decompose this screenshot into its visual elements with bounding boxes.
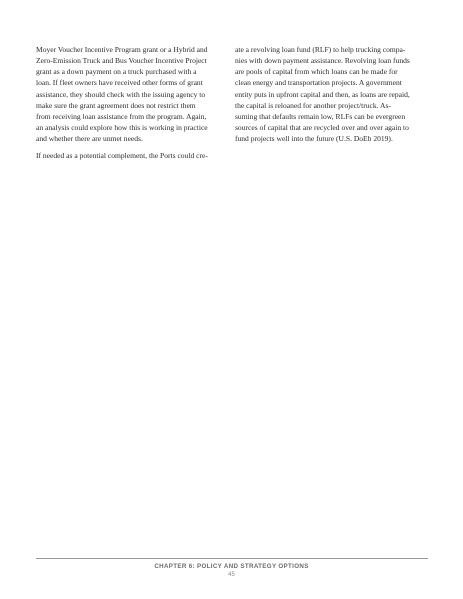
left-paragraph-1 <box>36 44 233 144</box>
chapter-title: CHAPTER 6: POLICY AND STRATEGY OPTIONS <box>154 563 309 570</box>
right-paragraph-1 <box>235 44 432 144</box>
text-line: Zero-Emission Truck and Bus Voucher Incentive Project <box>36 56 207 66</box>
text-line: fund projects well into the future (U.S. DoEb 2019). <box>235 134 393 144</box>
text-line: suming that defaults remain low, RLFs can be evergreen <box>235 111 406 121</box>
text-line: from receiving loan assistance from the program. Again, <box>36 111 207 121</box>
text-line: and whether there are unmet needs. <box>36 134 143 144</box>
left-column <box>36 44 233 162</box>
text-line: If needed as a potential complement, the Ports could cre- <box>36 151 208 161</box>
text-line: assistance, they should check with the issuing agency to <box>36 89 206 99</box>
text-line: loan. If fleet owners have received other forms of grant <box>36 78 203 88</box>
text-line: Moyer Voucher Incentive Program grant or a Hybrid and <box>36 45 208 54</box>
right-column <box>235 44 432 144</box>
text-line: are pools of capital from which loans can be made for <box>235 67 398 77</box>
text-line: the capital is reloaned for another project/truck. As- <box>235 100 391 110</box>
text-line: entity puts in upfront capital and then, as loans are repaid, <box>235 89 410 99</box>
text-line: make sure the grant agreement does not restrict them <box>36 100 196 110</box>
page-number: 45 <box>228 572 235 578</box>
text-line: clean energy and transportation projects. A government <box>235 78 402 88</box>
text-line: an analysis could explore how this is working in practice <box>36 123 208 133</box>
text-line: grant as a down payment on a truck purchased with a <box>36 67 197 77</box>
text-line: nies with down payment assistance. Revolving loan funds <box>235 56 410 66</box>
text-line: sources of capital that are recycled over and over again to <box>235 123 409 133</box>
footer-divider <box>36 558 428 559</box>
left-paragraph-2 <box>36 150 233 161</box>
text-line: ate a revolving loan fund (RLF) to help trucking compa- <box>235 45 406 54</box>
